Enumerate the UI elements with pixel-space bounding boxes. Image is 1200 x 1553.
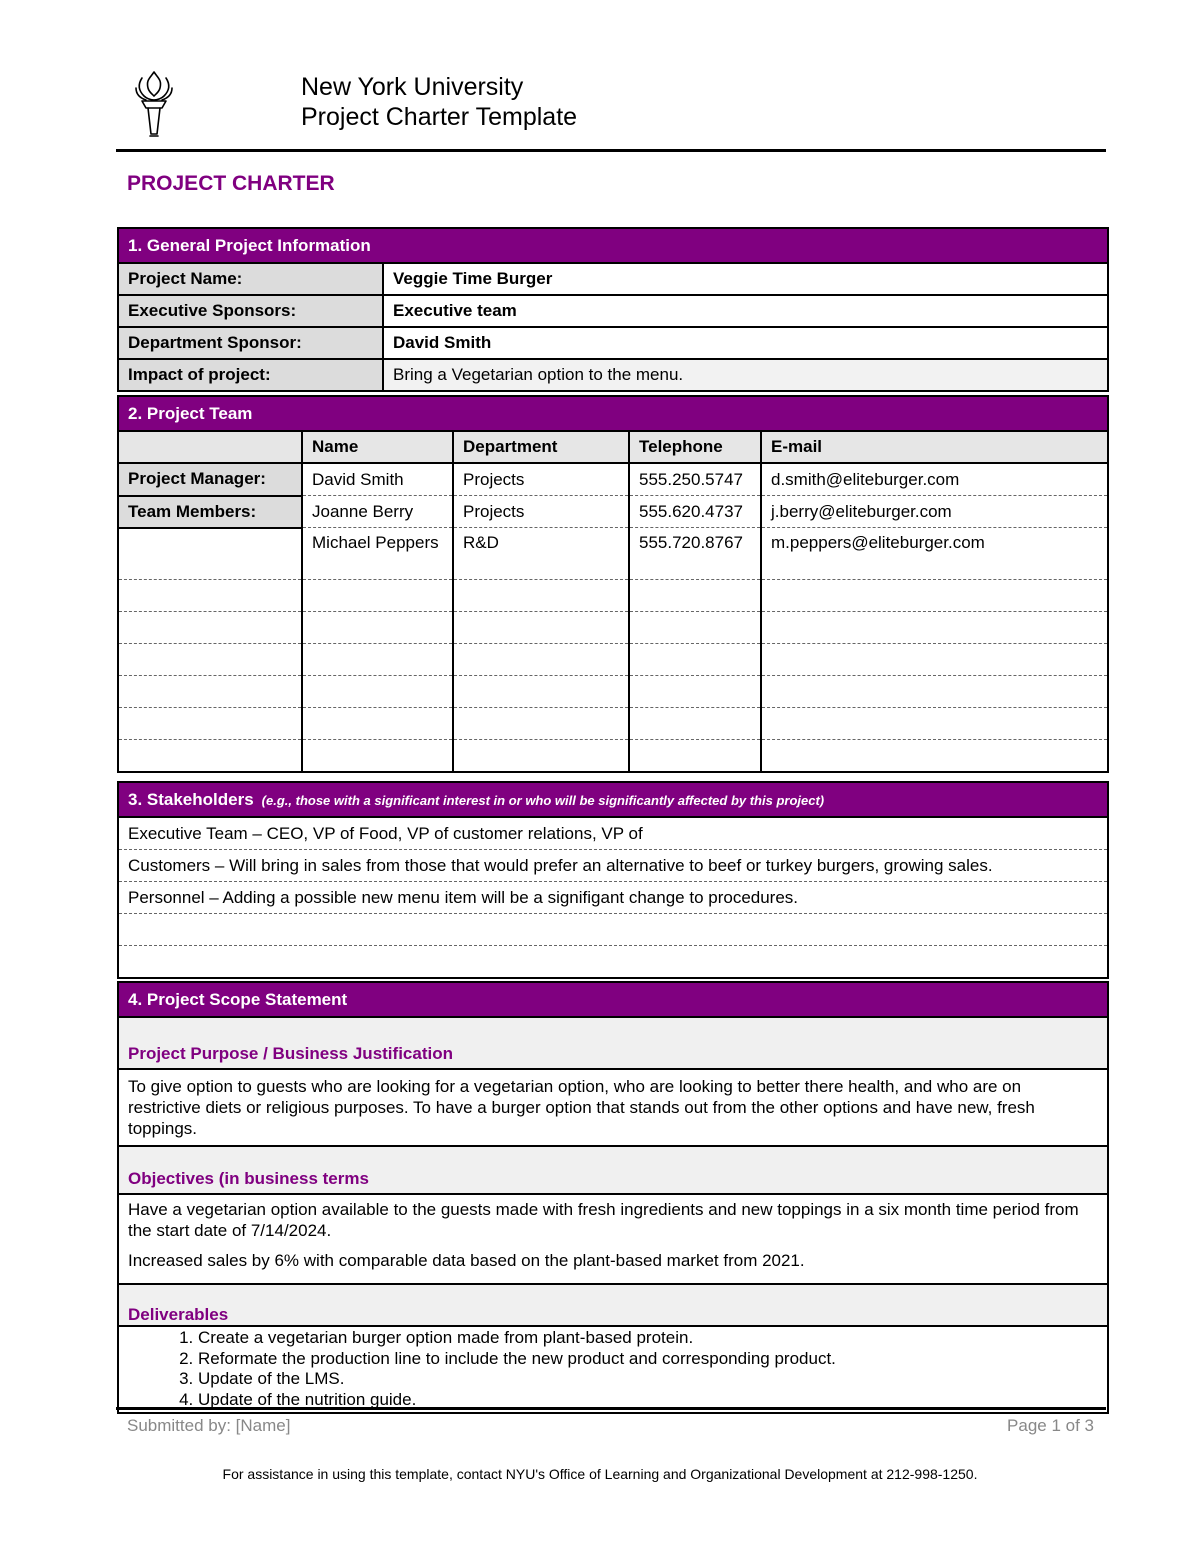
deliverable-item: 3. Update of the LMS.	[198, 1369, 1098, 1390]
scope-table	[117, 981, 1109, 1414]
team-member-department: R&D	[453, 528, 629, 580]
team-member-name: Michael Peppers	[302, 528, 453, 580]
department-sponsor-value: David Smith	[383, 327, 1108, 359]
team-member-name: David Smith	[302, 463, 453, 496]
objectives-block	[118, 1194, 1108, 1284]
team-member-email: j.berry@eliteburger.com	[761, 496, 1108, 528]
team-role: Team Members:	[118, 496, 302, 528]
deliverables-block	[118, 1326, 1108, 1413]
section-scope-heading: 4. Project Scope Statement	[118, 982, 1108, 1017]
executive-sponsors-label: Executive Sponsors:	[118, 295, 383, 327]
team-member-email: m.peppers@eliteburger.com	[761, 528, 1108, 580]
team-member-department: Projects	[453, 463, 629, 496]
team-member-email: d.smith@eliteburger.com	[761, 463, 1108, 496]
team-role	[118, 528, 302, 580]
purpose-text: To give option to guests who are looking for a vegetarian option, who are looking to better there health, and who are on restrictive diets or religious purposes. To have a burger option that stands out from the other options and have new, fresh toppings.	[118, 1069, 1108, 1146]
impact-value: Bring a Vegetarian option to the menu.	[383, 359, 1108, 391]
objective-item: Increased sales by 6% with comparable data based on the plant-based market from 2021.	[128, 1251, 805, 1270]
team-header-department: Department	[453, 431, 629, 463]
table-row-empty	[118, 644, 1108, 676]
stakeholders-title: 3. Stakeholders	[128, 789, 254, 809]
table-row-empty	[118, 740, 1108, 773]
team-role: Project Manager:	[118, 463, 302, 496]
torch-icon	[132, 70, 176, 140]
stakeholder-line: Executive Team – CEO, VP of Food, VP of customer relations, VP of	[118, 817, 1108, 850]
document-header	[301, 72, 577, 132]
charter-title: PROJECT CHARTER	[127, 172, 335, 195]
table-row-empty	[118, 580, 1108, 612]
section-general-heading: 1. General Project Information	[118, 228, 1108, 263]
document-title: Project Charter Template	[301, 103, 578, 131]
general-info-table	[117, 227, 1109, 392]
team-member-department: Projects	[453, 496, 629, 528]
objective-item: Have a vegetarian option available to the guests made with fresh ingredients and new toppings in a six month time period from the start date of 7/14/2024.	[128, 1200, 1079, 1240]
project-team-table	[117, 395, 1109, 773]
project-name-value: Veggie Time Burger	[383, 263, 1108, 295]
page-number: Page 1 of 3	[1007, 1416, 1094, 1435]
project-name-label: Project Name:	[118, 263, 383, 295]
submitted-by: Submitted by: [Name]	[127, 1416, 291, 1435]
deliverable-item: 2. Reformate the production line to include the new product and corresponding product.	[198, 1349, 1098, 1370]
team-member-telephone: 555.720.8767	[629, 528, 761, 580]
team-member-name: Joanne Berry	[302, 496, 453, 528]
header-divider	[116, 149, 1106, 152]
section-team-heading: 2. Project Team	[118, 396, 1108, 431]
objectives-title: Objectives (in business terms	[118, 1146, 1108, 1194]
table-row	[118, 496, 1108, 528]
deliverable-item: 1. Create a vegetarian burger option made from plant-based protein.	[198, 1328, 1098, 1349]
stakeholder-line-empty	[118, 914, 1108, 946]
team-header-email: E-mail	[761, 431, 1108, 463]
organization-name: New York University	[301, 73, 524, 101]
deliverables-title: Deliverables	[118, 1284, 1108, 1326]
stakeholder-line-empty	[118, 946, 1108, 979]
deliverable-item: 4. Update of the nutrition guide.	[198, 1390, 1098, 1411]
stakeholder-line: Customers – Will bring in sales from those that would prefer an alternative to beef or turkey burgers, growing sales.	[118, 850, 1108, 882]
team-header-role	[118, 431, 302, 463]
table-row-empty	[118, 676, 1108, 708]
table-row-empty	[118, 612, 1108, 644]
team-member-telephone: 555.250.5747	[629, 463, 761, 496]
executive-sponsors-value: Executive team	[383, 295, 1108, 327]
table-row-empty	[118, 708, 1108, 740]
team-member-telephone: 555.620.4737	[629, 496, 761, 528]
table-row	[118, 528, 1108, 580]
impact-label: Impact of project:	[118, 359, 383, 391]
team-header-name: Name	[302, 431, 453, 463]
team-header-telephone: Telephone	[629, 431, 761, 463]
footer-divider	[116, 1407, 1106, 1410]
deliverables-list	[128, 1328, 1098, 1410]
purpose-title: Project Purpose / Business Justification	[118, 1017, 1108, 1069]
department-sponsor-label: Department Sponsor:	[118, 327, 383, 359]
stakeholders-table	[117, 781, 1109, 979]
stakeholder-line: Personnel – Adding a possible new menu item will be a signifigant change to procedures.	[118, 882, 1108, 914]
section-stakeholders-heading	[118, 782, 1108, 817]
table-row	[118, 463, 1108, 496]
stakeholders-note: (e.g., those with a significant interest in or who will be significantly affected by this project)	[261, 792, 825, 808]
assistance-note: For assistance in using this template, contact NYU's Office of Learning and Organizational Development at 212-998-1250.	[222, 1466, 978, 1482]
